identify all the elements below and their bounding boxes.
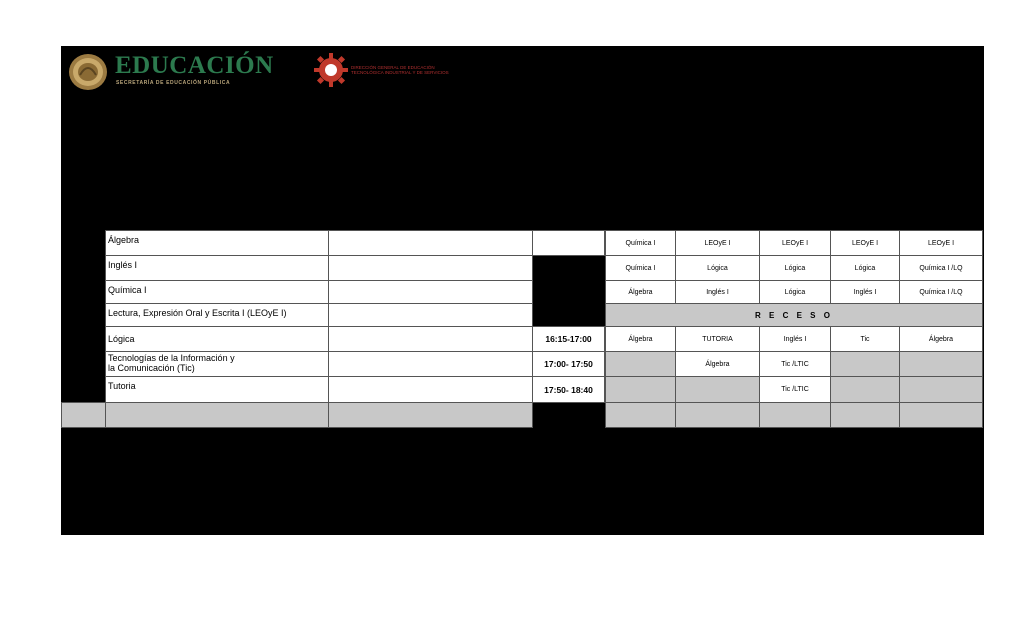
slot-r1-c5: LEOyE I [899, 230, 983, 256]
slot-r6-c5 [899, 351, 983, 377]
slot-r5-c3: Inglés I [759, 326, 831, 352]
footer-cell [105, 402, 329, 428]
footer-cell [830, 402, 900, 428]
teacher-cell [328, 280, 533, 304]
dgeti-gear-icon [313, 52, 349, 88]
teacher-cell [328, 351, 533, 377]
subject-ingles: Inglés I [105, 255, 329, 281]
subject-tic [105, 351, 329, 377]
slot-r1-c4: LEOyE I [830, 230, 900, 256]
teacher-cell [328, 303, 533, 327]
subject-quimica: Química I [105, 280, 329, 304]
slot-r6-c2: Álgebra [675, 351, 760, 377]
teacher-cell [328, 376, 533, 403]
footer-cell [61, 402, 106, 428]
slot-r6-c1 [605, 351, 676, 377]
subject-logica: Lógica [105, 326, 329, 352]
slot-r6-c3: Tic /LTIC [759, 351, 831, 377]
dgeti-text: DIRECCIÓN GENERAL DE EDUCACIÓN TECNOLÓGICA INDUSTRIAL Y DE SERVICIOS [351, 65, 449, 75]
time-cell [532, 230, 605, 256]
slot-r2-c3: Lógica [759, 255, 831, 281]
slot-r5-c5: Álgebra [899, 326, 983, 352]
slot-r3-c5: Química I /LQ [899, 280, 983, 304]
time-slot-1615: 16:15-17:00 [532, 326, 605, 352]
teacher-cell [328, 255, 533, 281]
slot-r7-c4 [830, 376, 900, 403]
slot-r3-c3: Lógica [759, 280, 831, 304]
slot-r5-c1: Álgebra [605, 326, 676, 352]
slot-r1-c1: Química I [605, 230, 676, 256]
sep-seal-icon [68, 53, 108, 91]
slot-r7-c3: Tic /LTIC [759, 376, 831, 403]
receso-banner: R E C E S O [605, 303, 983, 327]
subject-tutoria: Tutoria [105, 376, 329, 403]
teacher-cell [328, 326, 533, 352]
slot-r2-c4: Lógica [830, 255, 900, 281]
footer-cell [899, 402, 983, 428]
subject-tic-line2: la Comunicación (Tic) [108, 363, 195, 373]
slot-r6-c4 [830, 351, 900, 377]
slot-r2-c5: Química I /LQ [899, 255, 983, 281]
footer-cell [675, 402, 760, 428]
footer-cell [605, 402, 676, 428]
schedule-sheet [61, 46, 984, 535]
time-slot-1700: 17:00- 17:50 [532, 351, 605, 377]
slot-r1-c3: LEOyE I [759, 230, 831, 256]
slot-r3-c1: Álgebra [605, 280, 676, 304]
slot-r1-c2: LEOyE I [675, 230, 760, 256]
time-slot-1750: 17:50- 18:40 [532, 376, 605, 403]
teacher-cell [328, 230, 533, 256]
slot-r5-c4: Tic [830, 326, 900, 352]
slot-r7-c1 [605, 376, 676, 403]
slot-r2-c1: Química I [605, 255, 676, 281]
brand-subtitle: SECRETARÍA DE EDUCACIÓN PÚBLICA [116, 80, 231, 86]
subject-leoye: Lectura, Expresión Oral y Escrita I (LEOyE I) [105, 303, 329, 327]
subject-algebra: Álgebra [105, 230, 329, 256]
slot-r2-c2: Lógica [675, 255, 760, 281]
slot-r7-c2 [675, 376, 760, 403]
footer-cell [759, 402, 831, 428]
slot-r5-c2: TUTORIA [675, 326, 760, 352]
slot-r3-c2: Inglés I [675, 280, 760, 304]
brand-title: EDUCACIÓN [115, 52, 274, 79]
subject-tic-line1: Tecnologías de la Información y [108, 353, 235, 363]
slot-r3-c4: Inglés I [830, 280, 900, 304]
footer-cell [328, 402, 533, 428]
slot-r7-c5 [899, 376, 983, 403]
